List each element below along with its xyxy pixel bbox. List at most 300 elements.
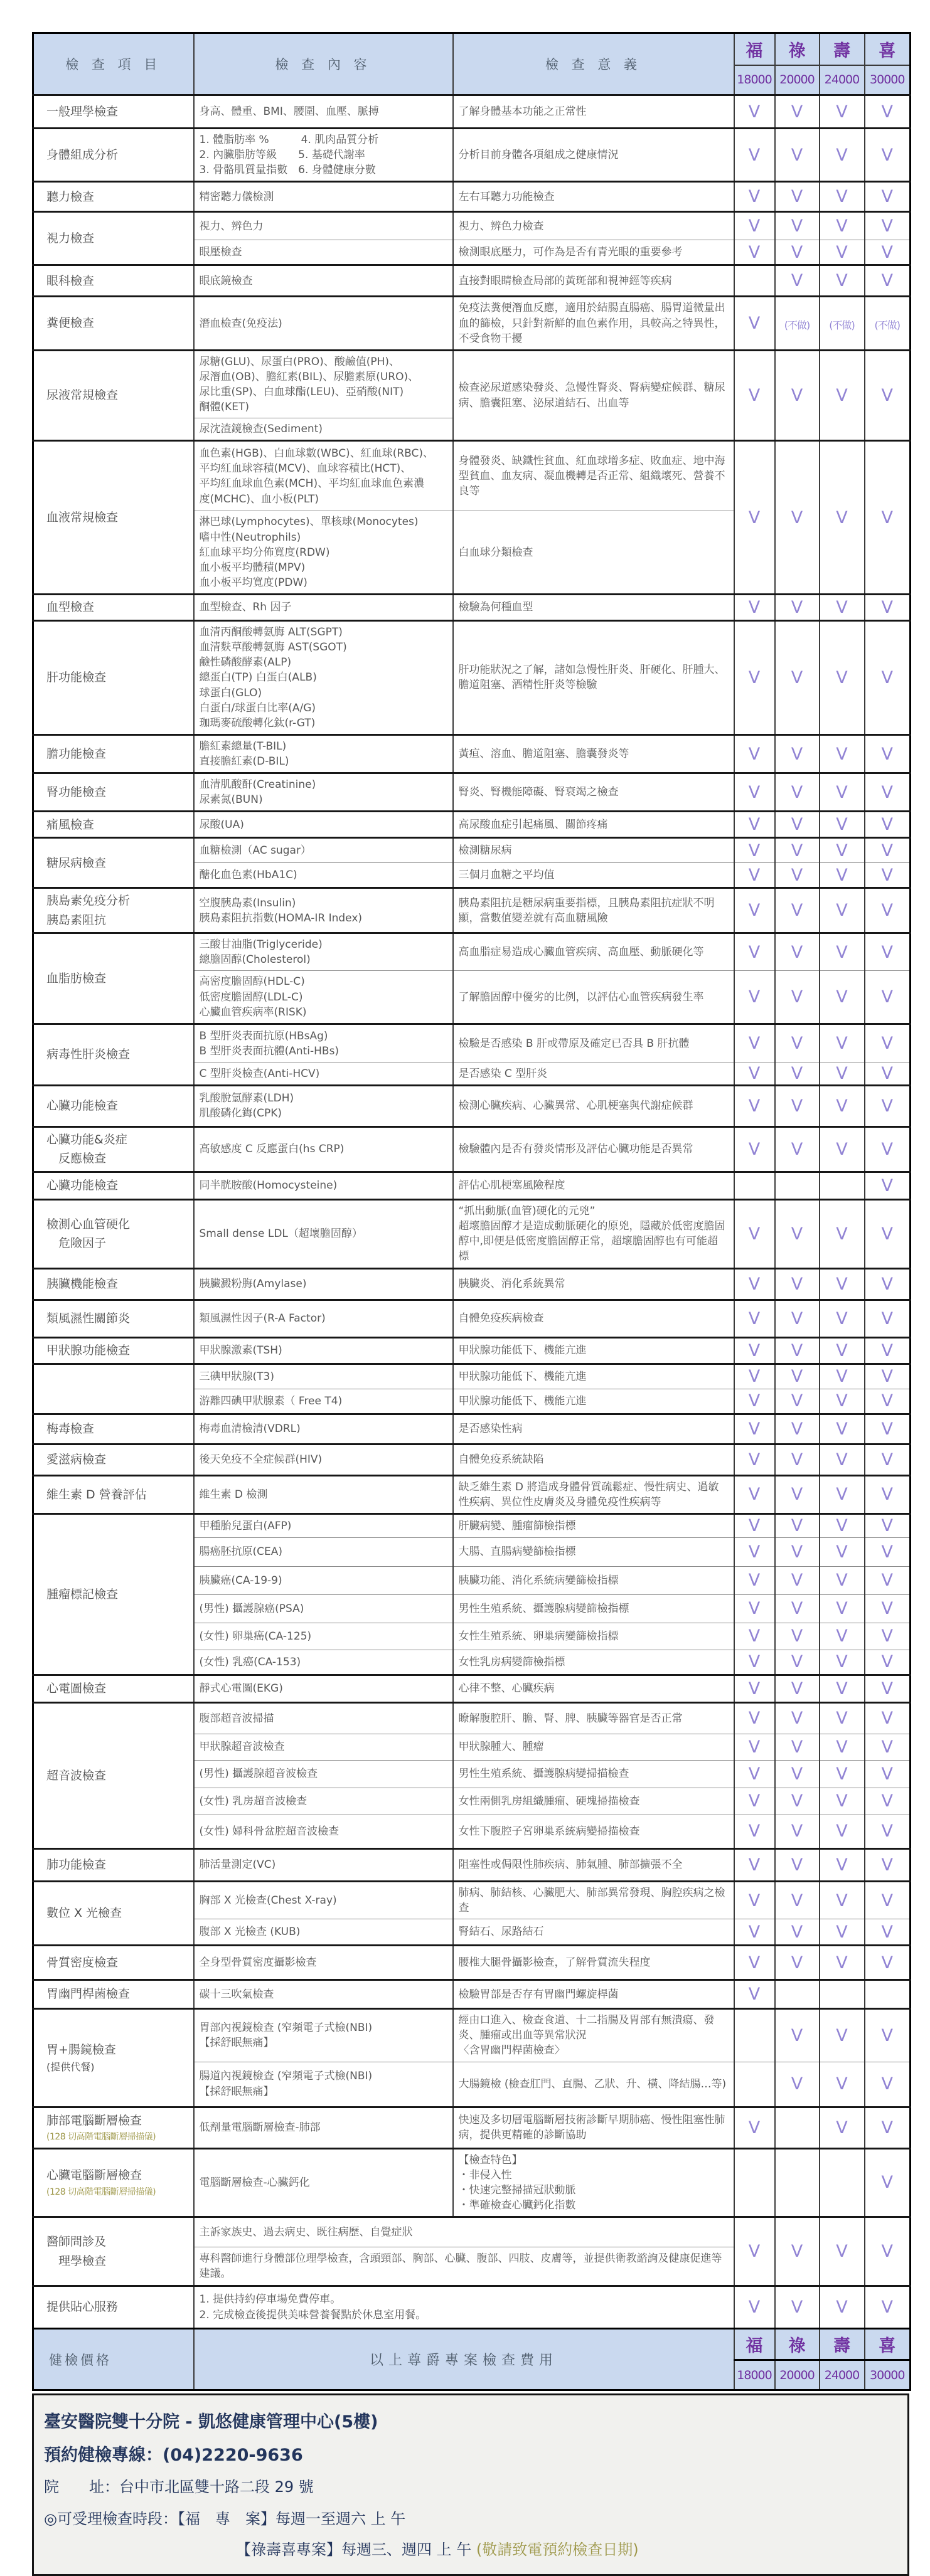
content-cell: 1. 體脂肪率 % 4. 肌肉品質分析 2. 內臟脂肪等級 5. 基礎代謝率 3. 骨骼肌質量指數 6. 身體健康分數 <box>194 129 453 182</box>
content-cell: 醣化血色素(HbA1C) <box>194 863 453 888</box>
check-cell: V <box>820 1623 865 1650</box>
table-row <box>33 2148 911 2217</box>
content-cell: 維生素 D 檢測 <box>194 1475 453 1513</box>
content-cell: 潛血檢查(免疫法) <box>194 297 453 350</box>
item-label: 醫師問診及 <box>46 2235 107 2249</box>
check-cell: V <box>820 1414 865 1444</box>
content-cell: (女性) 乳癌(CA-153) <box>194 1650 453 1675</box>
item-label: 維生素 D 營養評估 <box>46 1487 147 1502</box>
check-cell: V <box>775 1414 820 1444</box>
content-cell: 精密聽力儀檢測 <box>194 182 453 212</box>
booking-phone-line: 預約健檢專線：(04)2220-9636 <box>44 2446 303 2466</box>
check-cell <box>820 1172 865 1199</box>
check-cell: V <box>865 1199 911 1268</box>
check-cell: V <box>734 1788 775 1815</box>
check-cell: V <box>775 734 820 773</box>
item-label: 膽功能檢查 <box>46 746 107 761</box>
check-cell: V <box>820 838 865 863</box>
check-cell: V <box>775 240 820 265</box>
content-cell: 靜式心電圖(EKG) <box>194 1675 453 1702</box>
item-label: 血型檢查 <box>46 600 95 615</box>
price-summary-row-top <box>33 2329 911 2360</box>
check-cell: V <box>734 971 775 1024</box>
content-cell: 血糖檢測（AC sugar） <box>194 838 453 863</box>
check-cell: V <box>865 1815 911 1848</box>
meaning-cell: 胰臟炎、消化系統異常 <box>453 1268 734 1300</box>
check-cell: V <box>820 1364 865 1389</box>
item-label: 肺功能檢查 <box>46 1858 107 1872</box>
check-cell: V <box>775 265 820 297</box>
package-name-fu: 福 <box>734 2329 775 2360</box>
table-row <box>33 812 911 838</box>
check-cell: V <box>820 1199 865 1268</box>
check-cell: V <box>775 971 820 1024</box>
meaning-cell: 三個月血糖之平均值 <box>453 863 734 888</box>
check-cell: V <box>865 1024 911 1063</box>
check-cell: V <box>865 1537 911 1566</box>
item-label: 檢測心血管硬化 <box>46 1217 131 1231</box>
check-cell: V <box>775 212 820 240</box>
check-cell: V <box>775 182 820 212</box>
item-cell <box>33 1980 194 2009</box>
item-label: 聽力檢查 <box>46 189 95 204</box>
item-cell <box>33 1300 194 1337</box>
check-cell: V <box>865 888 911 933</box>
table-row <box>33 2107 911 2148</box>
table-row <box>33 2009 911 2062</box>
facility-name: 臺安醫院雙十分院 - 凱悠健康管理中心(5樓) <box>44 2412 378 2432</box>
check-cell: V <box>734 95 775 129</box>
package-name-fu: 福 <box>734 33 775 65</box>
table-row <box>33 595 911 621</box>
content-cell: (男性) 攝護腺癌(PSA) <box>194 1594 453 1623</box>
check-cell: V <box>775 2009 820 2062</box>
item-cell <box>33 1364 194 1414</box>
item-cell <box>33 734 194 773</box>
check-cell: V <box>865 1946 911 1980</box>
package-name-lu: 祿 <box>775 33 820 65</box>
check-cell: V <box>865 2062 911 2107</box>
package-price-lu: 20000 <box>775 2360 820 2390</box>
item-cell <box>33 265 194 297</box>
table-row <box>33 129 911 182</box>
content-cell: 空腹胰島素(Insulin) 胰島素阻抗指數(HOMA-IR Index) <box>194 888 453 933</box>
item-label: 一般理學檢查 <box>46 104 119 119</box>
meaning-cell: 男性生殖系統、攝護腺病變篩檢指標 <box>453 1594 734 1623</box>
check-cell: V <box>820 1475 865 1513</box>
check-cell: V <box>865 2009 911 2062</box>
content-cell: 三碘甲狀腺(T3) <box>194 1364 453 1389</box>
check-cell: V <box>820 621 865 735</box>
item-label: 病毒性肝炎檢查 <box>46 1047 131 1062</box>
table-row <box>33 1444 911 1475</box>
meaning-cell: 女性兩側乳房組織腫瘤、硬塊掃描檢查 <box>453 1788 734 1815</box>
table-row <box>33 933 911 971</box>
check-cell: V <box>734 1063 775 1085</box>
check-cell: V <box>734 1675 775 1702</box>
check-cell: V <box>820 1300 865 1337</box>
meaning-cell: 男性生殖系統、攝護腺病變掃描檢查 <box>453 1760 734 1788</box>
check-cell: V <box>734 441 775 595</box>
check-cell <box>775 1980 820 2009</box>
item-label: 血液常規檢查 <box>46 510 119 524</box>
item-cell <box>33 1475 194 1513</box>
check-cell: V <box>820 182 865 212</box>
content-cell: 類風濕性因子(R-A Factor) <box>194 1300 453 1337</box>
item-cell <box>33 1702 194 1848</box>
table-row <box>33 2286 911 2329</box>
meaning-cell: 瞭解腹腔肝、膽、腎、脾、胰臟等器官是否正常 <box>453 1702 734 1734</box>
item-cell <box>33 1881 194 1945</box>
schedule-line-2-text: 【祿壽喜專案】每週三、週四 上 午 <box>236 2541 472 2559</box>
content-cell: 血清丙酮酸轉氨脢 ALT(SGPT) 血清麩草酸轉氨脢 AST(SGOT) 鹼性磷酸酵素(ALP) 總蛋白(TP) 白蛋白(ALB) 球蛋白(GLO) 白蛋白/球蛋白比率(A/G) 珈瑪麥硫酸轉化鈦(r-GT) <box>194 621 453 735</box>
check-cell: V <box>734 350 775 441</box>
check-cell: V <box>865 1085 911 1126</box>
meaning-cell: 阻塞性或侷限性肺疾病、肺氣腫、肺部擴張不全 <box>453 1848 734 1881</box>
package-name-shou: 壽 <box>820 2329 865 2360</box>
check-cell <box>734 2148 775 2217</box>
item-cell <box>33 1085 194 1126</box>
content-cell: 尿酸(UA) <box>194 812 453 838</box>
package-price-fu: 18000 <box>734 2360 775 2390</box>
item-note: (128 切高階電腦斷層掃描儀) <box>46 2132 156 2143</box>
check-cell: V <box>775 1337 820 1364</box>
check-cell: V <box>775 1537 820 1566</box>
item-cell <box>33 1848 194 1881</box>
check-cell <box>820 1980 865 2009</box>
check-cell: V <box>734 1199 775 1268</box>
item-label: 數位 X 光檢查 <box>46 1906 122 1921</box>
check-cell: V <box>775 1300 820 1337</box>
check-cell: V <box>865 1702 911 1734</box>
check-cell: V <box>734 812 775 838</box>
check-cell: V <box>734 1980 775 2009</box>
check-cell: V <box>865 838 911 863</box>
item-label: 身體組成分析 <box>46 147 119 162</box>
check-cell: V <box>775 1475 820 1513</box>
check-cell <box>734 2062 775 2107</box>
meaning-cell: 腎炎、腎機能障礙、腎衰竭之檢查 <box>453 773 734 812</box>
check-cell: V <box>775 1946 820 1980</box>
check-cell: V <box>734 1760 775 1788</box>
check-cell: V <box>865 1566 911 1594</box>
check-cell: V <box>775 838 820 863</box>
check-cell: V <box>820 441 865 595</box>
check-cell: V <box>775 1702 820 1734</box>
check-cell: V <box>775 1126 820 1172</box>
check-cell: V <box>734 933 775 971</box>
check-cell: V <box>734 621 775 735</box>
check-cell: V <box>820 1566 865 1594</box>
table-row <box>33 1024 911 1063</box>
meaning-cell: 檢驗體內是否有發炎情形及評估心臟功能是否異常 <box>453 1126 734 1172</box>
meaning-cell: 左右耳聽力功能檢查 <box>453 182 734 212</box>
check-cell: V <box>734 2286 775 2329</box>
item-label: 胃+腸鏡檢查 <box>46 2042 116 2057</box>
check-cell: V <box>820 1650 865 1675</box>
check-cell: V <box>865 1623 911 1650</box>
check-cell: V <box>820 1063 865 1085</box>
table-row <box>33 1414 911 1444</box>
table-row <box>33 1172 911 1199</box>
check-cell <box>775 297 820 350</box>
schedule-line-1: ◎可受理檢查時段：【福 專 案】每週一至週六 上 午 <box>44 2510 406 2528</box>
meaning-cell: 檢驗為何種血型 <box>453 595 734 621</box>
content-cell: 碳十三吹氣檢查 <box>194 1980 453 2009</box>
check-cell: V <box>820 2062 865 2107</box>
meaning-cell: 分析目前身體各項組成之健康情況 <box>453 129 734 182</box>
check-cell: V <box>734 1085 775 1126</box>
item-cell <box>33 621 194 735</box>
check-cell: V <box>820 2009 865 2062</box>
content-cell: (女性) 卵巢癌(CA-125) <box>194 1623 453 1650</box>
table-row <box>33 1848 911 1881</box>
table-row <box>33 1702 911 1734</box>
item-label: 甲狀腺功能檢查 <box>46 1343 131 1357</box>
meaning-cell: 胰臟功能、消化系統病變篩檢指標 <box>453 1566 734 1594</box>
item-label: 類風濕性關節炎 <box>46 1311 131 1325</box>
check-cell: V <box>775 1650 820 1675</box>
content-cell: (女性) 婦科骨盆腔超音波檢查 <box>194 1815 453 1848</box>
table-row <box>33 212 911 240</box>
check-cell: V <box>775 1268 820 1300</box>
check-cell: V <box>820 2217 865 2286</box>
meaning-cell: 女性乳房病變篩檢指標 <box>453 1650 734 1675</box>
meaning-cell: 視力、辨色力檢查 <box>453 212 734 240</box>
check-cell: V <box>820 265 865 297</box>
check-cell: V <box>734 1364 775 1389</box>
item-label: 提供貼心服務 <box>46 2300 119 2314</box>
table-row <box>33 2217 911 2247</box>
check-cell: V <box>734 1414 775 1444</box>
price-summary <box>33 2329 911 2390</box>
address-line: 院 址：台中市北區雙十路二段 29 號 <box>44 2478 314 2496</box>
content-cell: 膽紅素總量(T-BIL) 直接膽紅素(D-BIL) <box>194 734 453 773</box>
check-cell: V <box>775 95 820 129</box>
check-cell: V <box>734 838 775 863</box>
meaning-cell: 黃疸、溶血、膽道阻塞、膽囊發炎等 <box>453 734 734 773</box>
item-cell <box>33 1946 194 1980</box>
item-label: 梅毒檢查 <box>46 1421 95 1436</box>
check-cell <box>865 1980 911 2009</box>
check-cell: V <box>865 265 911 297</box>
check-cell: V <box>734 1650 775 1675</box>
check-cell: V <box>820 240 865 265</box>
meaning-cell: 大腸、直腸病變篩檢指標 <box>453 1537 734 1566</box>
content-cell: 後天免疫不全症候群(HIV) <box>194 1444 453 1475</box>
meaning-cell: 自體免疫系統缺陷 <box>453 1444 734 1475</box>
content-cell: 1. 提供持約停車場免費停車。 2. 完成檢查後提供美味營養餐點於休息室用餐。 <box>194 2286 734 2329</box>
meaning-cell: 甲狀腺功能低下、機能亢進 <box>453 1337 734 1364</box>
col-header-item: 檢 查 項 目 <box>33 33 194 95</box>
item-label: 危險因子 <box>46 1236 107 1251</box>
check-cell: V <box>820 212 865 240</box>
table-row <box>33 1946 911 1980</box>
content-cell: 胃部內視鏡檢查 (窄頻電子式檢(NBI) 【採舒眠無痛】 <box>194 2009 453 2062</box>
table-body <box>33 95 911 2329</box>
content-cell: 胰臟癌(CA-19-9) <box>194 1566 453 1594</box>
check-cell <box>775 2107 820 2148</box>
item-cell <box>33 2217 194 2286</box>
table-row <box>33 1126 911 1172</box>
col-header-content: 檢 查 內 容 <box>194 33 453 95</box>
meaning-cell: 檢測糖尿病 <box>453 838 734 863</box>
checkup-package-table <box>32 32 911 2391</box>
item-cell <box>33 2107 194 2148</box>
check-cell: V <box>775 2062 820 2107</box>
check-cell: V <box>734 1444 775 1475</box>
check-cell: V <box>734 2217 775 2286</box>
item-label: 胰島素免疫分析 <box>46 894 131 908</box>
meaning-cell: 免疫法糞便潛血反應，適用於結腸直腸癌、腸胃道微量出血的篩檢，只針對新鮮的血色素作用，具較高之特異性，不受食物干擾 <box>453 297 734 350</box>
table-row <box>33 182 911 212</box>
package-name-xi: 喜 <box>865 33 911 65</box>
check-cell: V <box>820 1126 865 1172</box>
check-cell: V <box>734 1389 775 1414</box>
meaning-cell: 直接對眼睛檢查局部的黃斑部和視神經等疾病 <box>453 265 734 297</box>
check-cell: V <box>775 863 820 888</box>
table-row <box>33 1364 911 1389</box>
check-cell: V <box>865 2217 911 2286</box>
content-cell: 腹部超音波掃描 <box>194 1702 453 1734</box>
content-cell: Small dense LDL（超壞膽固醇） <box>194 1199 453 1268</box>
check-cell: V <box>775 2286 820 2329</box>
check-cell: V <box>734 1513 775 1537</box>
check-cell: V <box>820 1734 865 1760</box>
check-cell: V <box>734 212 775 240</box>
content-cell: 甲種胎兒蛋白(AFP) <box>194 1513 453 1537</box>
package-price-xi: 30000 <box>865 2360 911 2390</box>
check-cell: V <box>865 1788 911 1815</box>
meaning-cell: 了解身體基本功能之正常性 <box>453 95 734 129</box>
check-cell: V <box>734 773 775 812</box>
item-label: 心臟功能檢查 <box>46 1099 119 1113</box>
check-cell: V <box>775 1444 820 1475</box>
item-cell <box>33 1513 194 1675</box>
item-cell <box>33 182 194 212</box>
check-cell: V <box>865 812 911 838</box>
check-cell: V <box>865 933 911 971</box>
meaning-cell: 檢驗胃部是否存有胃幽門螺旋桿菌 <box>453 1980 734 2009</box>
content-cell: 胰臟澱粉脢(Amylase) <box>194 1268 453 1300</box>
check-cell: V <box>734 2107 775 2148</box>
table-row <box>33 1268 911 1300</box>
meaning-cell: 評估心肌梗塞風險程度 <box>453 1172 734 1199</box>
check-cell: V <box>775 1566 820 1594</box>
check-cell: V <box>820 1444 865 1475</box>
check-cell: V <box>734 1566 775 1594</box>
meaning-cell: 女性生殖系統、卵巢病變篩檢指標 <box>453 1623 734 1650</box>
table-row <box>33 265 911 297</box>
check-cell: V <box>865 1594 911 1623</box>
check-cell: V <box>865 1734 911 1760</box>
check-cell: V <box>775 1623 820 1650</box>
check-cell: V <box>865 595 911 621</box>
table-row <box>33 350 911 418</box>
package-price-shou: 24000 <box>820 2360 865 2390</box>
check-cell: V <box>775 1760 820 1788</box>
item-cell <box>33 2286 194 2329</box>
item-label: 視力檢查 <box>46 231 95 246</box>
table-row <box>33 297 911 350</box>
check-cell: V <box>775 773 820 812</box>
check-cell: V <box>775 1389 820 1414</box>
item-label: 腫瘤標記檢查 <box>46 1587 119 1601</box>
item-label: 糖尿病檢查 <box>46 856 107 870</box>
item-label: 心臟功能檢查 <box>46 1178 119 1192</box>
content-cell: 主訴家族史、過去病史、既往病歷、自覺症狀 <box>194 2217 734 2247</box>
check-cell: V <box>734 1881 775 1919</box>
check-cell: V <box>734 297 775 350</box>
item-label: 肺部電腦斷層檢查 <box>46 2113 142 2128</box>
check-cell <box>775 2148 820 2217</box>
meaning-cell: 自體免疫疾病檢查 <box>453 1300 734 1337</box>
package-price-lu: 20000 <box>775 65 820 95</box>
meaning-cell: 【檢查特色】 ・非侵入性 ・快速完整掃描冠狀動脈 ・準確檢查心臟鈣化指數 <box>453 2148 734 2217</box>
check-cell: V <box>820 1537 865 1566</box>
check-cell: V <box>865 1126 911 1172</box>
content-cell: 腹部 X 光檢查 (KUB) <box>194 1919 453 1946</box>
check-cell: V <box>734 1848 775 1881</box>
content-cell: 低劑量電腦斷層檢查-肺部 <box>194 2107 453 2148</box>
check-cell: V <box>734 1475 775 1513</box>
table-row <box>33 1085 911 1126</box>
check-cell: V <box>820 1815 865 1848</box>
check-cell <box>820 297 865 350</box>
table-row <box>33 1300 911 1337</box>
content-cell: C 型肝炎檢查(Anti-HCV) <box>194 1063 453 1085</box>
check-cell: V <box>865 1675 911 1702</box>
item-cell <box>33 350 194 441</box>
check-cell: V <box>734 1337 775 1364</box>
check-cell: V <box>775 350 820 441</box>
item-cell <box>33 441 194 595</box>
item-label: 愛滋病檢查 <box>46 1452 107 1466</box>
item-cell <box>33 212 194 265</box>
price-row-title: 健檢價格 <box>33 2329 194 2390</box>
check-cell: V <box>820 1760 865 1788</box>
check-cell: V <box>775 1815 820 1848</box>
check-cell: V <box>820 1919 865 1946</box>
content-cell: 肺活量測定(VC) <box>194 1848 453 1881</box>
item-cell <box>33 129 194 182</box>
check-cell <box>734 1172 775 1199</box>
check-cell: V <box>734 1919 775 1946</box>
check-cell: V <box>865 621 911 735</box>
content-cell: 血清肌酸酐(Creatinine) 尿素氮(BUN) <box>194 773 453 812</box>
item-cell <box>33 1024 194 1085</box>
check-cell: V <box>775 933 820 971</box>
item-cell <box>33 1268 194 1300</box>
item-label: 腎功能檢查 <box>46 785 107 800</box>
check-cell: V <box>820 1594 865 1623</box>
check-cell: V <box>820 888 865 933</box>
check-cell: V <box>820 1268 865 1300</box>
content-cell: 血型檢查、Rh 因子 <box>194 595 453 621</box>
check-cell: V <box>775 1919 820 1946</box>
table-row <box>33 734 911 773</box>
check-cell: V <box>820 1702 865 1734</box>
check-cell: V <box>734 734 775 773</box>
health-checkup-price-sheet <box>0 32 930 2559</box>
meaning-cell: 心律不整、心臟疾病 <box>453 1675 734 1702</box>
table-row <box>33 1337 911 1364</box>
table-row <box>33 1199 911 1268</box>
package-name-lu: 祿 <box>775 2329 820 2360</box>
check-cell: V <box>865 182 911 212</box>
table-row <box>33 888 911 933</box>
check-cell <box>820 2148 865 2217</box>
